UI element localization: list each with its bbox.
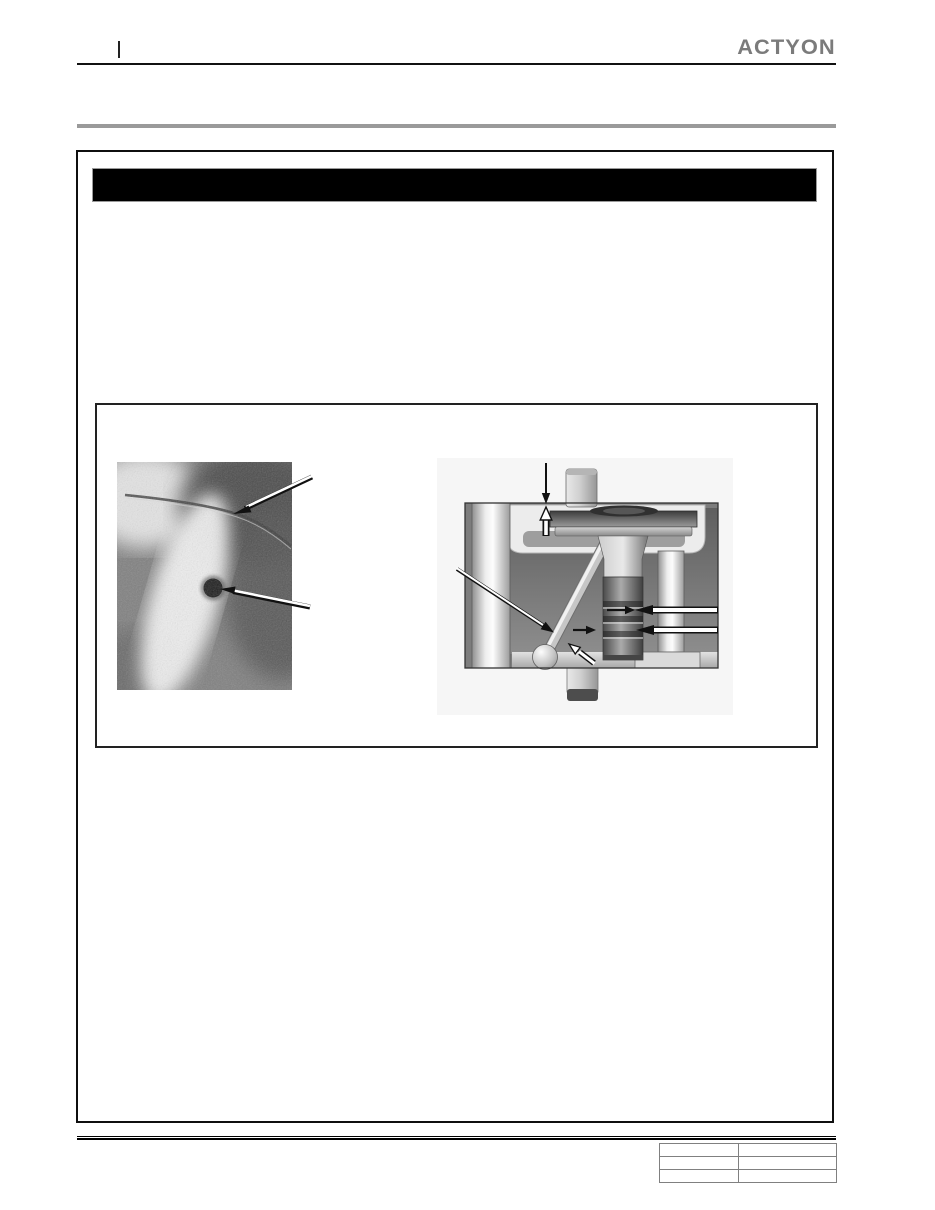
table-cell-empty	[660, 1157, 739, 1170]
right-pointer-lower	[636, 625, 718, 635]
table-cell-empty	[739, 1144, 837, 1157]
metal-surface-photo-figure	[105, 450, 320, 700]
margin-tick	[118, 41, 120, 58]
left-bore	[472, 503, 510, 668]
section-title-bar	[92, 168, 817, 202]
table-row	[660, 1157, 837, 1170]
valve-stem	[598, 536, 648, 660]
header-rule	[77, 63, 836, 65]
table-row	[660, 1144, 837, 1157]
bottom-shaft	[567, 668, 598, 701]
table-cell-empty	[739, 1157, 837, 1170]
valve-mechanism-diagram	[437, 455, 735, 717]
table-cell-empty	[660, 1144, 739, 1157]
table-cell-empty	[660, 1170, 739, 1183]
right-pointer-upper	[635, 605, 718, 615]
footer-rule	[77, 1136, 836, 1140]
pushrod-ball	[533, 645, 558, 670]
section-rule	[77, 124, 836, 128]
table-cell-empty	[739, 1170, 837, 1183]
brand-logo: ACTYON	[737, 36, 836, 59]
pedestal	[635, 652, 700, 668]
revision-table	[659, 1143, 837, 1183]
table-row	[660, 1170, 837, 1183]
